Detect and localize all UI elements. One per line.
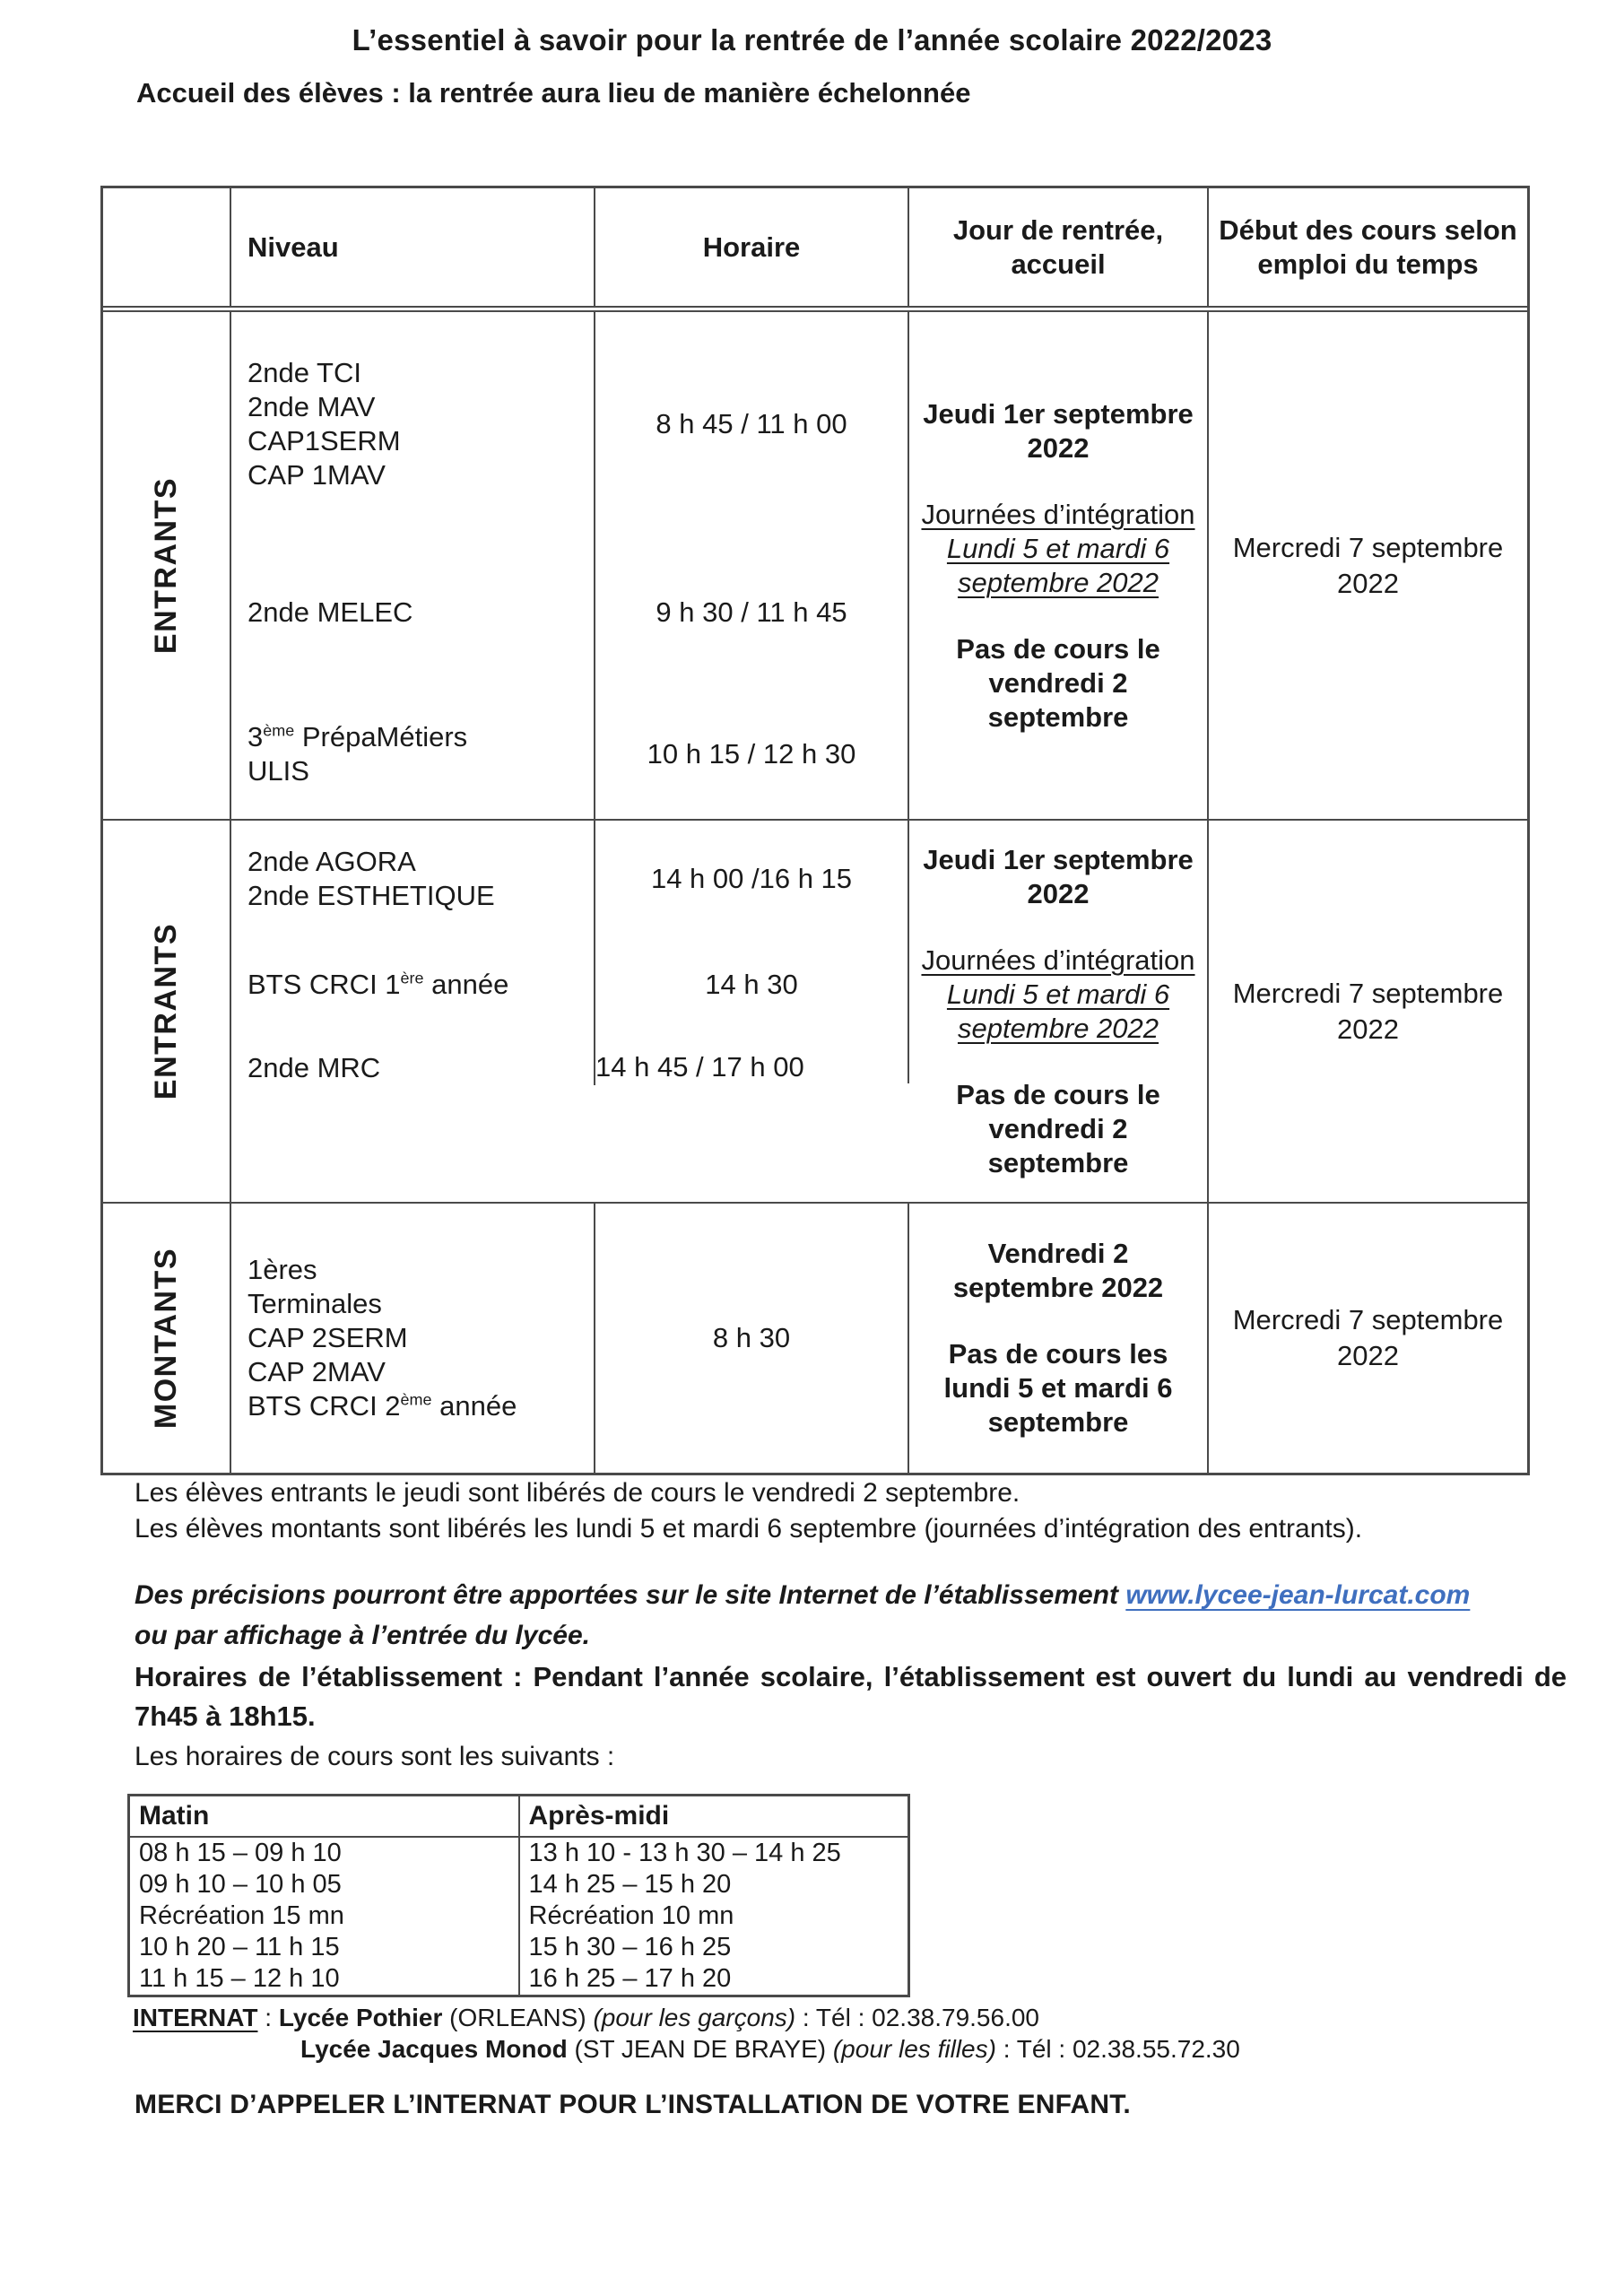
niveau-horaire-cells [231,821,909,1202]
internat-text: : Tél : 02.38.55.72.30 [995,2035,1240,2063]
schedule-cell: 09 h 10 – 10 h 05 [129,1869,519,1900]
table-section-montants-3 [103,1202,1527,1473]
niveau-line: CAP 2MAV [248,1356,386,1387]
precisions-text-line2: ou par affichage à l’entrée du lycée. [135,1621,590,1650]
niveau-line: CAP1SERM [248,425,401,457]
jour-text: Journées d’intégration [921,498,1195,530]
class-row [231,821,909,937]
jour-rentree-cell [909,1204,1209,1473]
jour-text: Pas de cours le vendredi 2 septembre [956,632,1160,733]
group-cell [103,312,231,819]
internat-line-2-content [300,2035,1240,2063]
table-section-entrants-1 [103,312,1527,819]
schedule-table [127,1794,910,1997]
jour-text: Pas de cours les lundi 5 et mardi 6 septembre [943,1338,1173,1438]
class-row [231,689,909,819]
internat-text: Lycée Pothier [278,2004,443,2031]
niveau-line: CAP 2SERM [248,1322,408,1353]
schedule-cell: Récréation 15 mn [129,1900,519,1932]
niveau-line: 3ème PrépaMétiers [248,720,468,752]
horaire-cell: 14 h 45 / 17 h 00 [595,1031,909,1083]
schedule-row [129,1869,909,1900]
internat-label: INTERNAT [133,2004,258,2031]
schedule-cell: 13 h 10 - 13 h 30 – 14 h 25 [528,1839,841,1867]
group-label: MONTANTS [149,1247,183,1430]
merci-note: MERCI D’APPELER L’INTERNAT POUR L’INSTALLATION DE VOTRE ENFANT. [135,2090,1131,2119]
internat-separator: : [257,2004,279,2031]
horaire-cell: 8 h 45 / 11 h 00 [595,312,909,536]
class-row [231,312,909,536]
niveau-cell [231,689,595,819]
niveau-cell [231,937,595,1031]
niveau-cell [231,312,595,536]
schedule-row [129,1963,909,1996]
internat-text: : Tél : 02.38.79.56.00 [795,2004,1039,2031]
niveau-horaire-cells [231,1204,909,1473]
class-row [231,1204,909,1473]
note-entrants: Les élèves entrants le jeudi sont libérés de cours le vendredi 2 septembre. [135,1478,1020,1508]
class-row [231,536,909,689]
internat-text: (ORLEANS) [442,2004,594,2031]
debut-cours-cell: Mercredi 7 septembre 2022 [1232,1304,1504,1371]
internat-text: (pour les garçons) [593,2004,796,2031]
header-niveau: Niveau [231,188,595,306]
page-title: L’essentiel à savoir pour la rentrée de l’année scolaire 2022/2023 [352,23,1272,57]
main-table-sections [103,310,1527,1473]
group-cell [103,821,231,1202]
internat-block [133,2002,1240,2065]
niveau-line: 1ères [248,1254,317,1285]
header-group-empty-cell [103,188,231,306]
niveau-cell [231,1204,595,1473]
jour-text: Jeudi 1er septembre 2022 [923,843,1194,909]
group-label: ENTRANTS [149,476,183,655]
schedule-cell: 08 h 15 – 09 h 10 [129,1837,519,1869]
horaires-etablissement: Horaires de l’établissement : Pendant l’année scolaire, l’établissement est ouvert du lundi au vendredi de 7h45 à 18h15. [135,1661,1567,1732]
class-row [231,937,909,1031]
horaire-cell: 10 h 15 / 12 h 30 [595,689,909,819]
niveau-line: Terminales [248,1288,382,1319]
niveau-line: 2nde MELEC [248,596,413,628]
niveau-line: 2nde ESTHETIQUE [248,880,495,911]
niveau-line: CAP 1MAV [248,459,386,491]
header-jour-rentree: Jour de rentrée, accueil [909,188,1209,306]
jour-text: Journées d’intégration [921,944,1195,976]
schedule-cell: 14 h 25 – 15 h 20 [528,1870,732,1899]
horaire-cell: 9 h 30 / 11 h 45 [595,536,909,689]
niveau-horaire-cells [231,312,909,819]
header-horaire: Horaire [595,188,909,306]
niveau-cell [231,536,595,689]
schedule-header-apres-midi: Après-midi [519,1796,909,1838]
jour-text: Pas de cours le vendredi 2 septembre [956,1078,1160,1178]
schedule-cell: 10 h 20 – 11 h 15 [129,1932,519,1963]
schedule-row [129,1932,909,1963]
internat-text: (pour les filles) [832,2035,996,2063]
jour-rentree-cell [909,312,1209,819]
class-row [231,1031,909,1202]
jour-rentree-cell [909,821,1209,1202]
internat-text: Lycée Jacques Monod [300,2035,568,2063]
precisions-text-line1: Des précisions pourront être apportées sur le site Internet de l’établissement [135,1580,1126,1610]
schedule-cell: 16 h 25 – 17 h 20 [528,1964,732,1993]
niveau-line: BTS CRCI 1ère année [248,968,509,1000]
jour-text: Lundi 5 et mardi 6 septembre 2022 [946,978,1170,1044]
precisions-paragraph [135,1575,1605,1656]
website-link[interactable]: www.lycee-jean-lurcat.com [1125,1580,1471,1610]
jour-text: Vendredi 2 septembre 2022 [952,1238,1164,1303]
niveau-line: BTS CRCI 2ème année [248,1390,517,1422]
horaire-cell: 14 h 00 /16 h 15 [595,821,909,937]
jour-text: Jeudi 1er septembre 2022 [923,397,1194,464]
niveau-cell [231,1031,595,1085]
note-montants: Les élèves montants sont libérés les lundi 5 et mardi 6 septembre (journées d’intégration des entrants). [135,1514,1363,1544]
group-label: ENTRANTS [149,922,183,1100]
niveau-line: 2nde AGORA [248,846,416,877]
horaire-cell: 14 h 30 [595,937,909,1031]
schedule-row [129,1900,909,1932]
table-section-entrants-2 [103,819,1527,1202]
rentree-table [100,186,1530,1475]
page-subtitle: Accueil des élèves : la rentrée aura lieu de manière échelonnée [136,77,971,109]
schedule-cell: 11 h 15 – 12 h 10 [129,1963,519,1996]
debut-cours-cell: Mercredi 7 septembre 2022 [1232,977,1504,1045]
debut-cours-cell: Mercredi 7 septembre 2022 [1232,531,1504,599]
niveau-line: 2nde MAV [248,391,376,422]
schedule-table-body [129,1837,909,1996]
niveau-cell [231,821,595,937]
schedule-header-row [129,1796,909,1838]
niveau-line: 2nde TCI [248,357,361,388]
internat-line-2 [133,2033,1240,2065]
group-cell [103,1204,231,1473]
schedule-cell: Récréation 10 mn [528,1901,734,1930]
internat-text: (ST JEAN DE BRAYE) [567,2035,833,2063]
schedule-intro: Les horaires de cours sont les suivants : [135,1742,615,1771]
schedule-row [129,1837,909,1869]
internat-line-1 [133,2002,1240,2033]
notes-block [135,1475,1569,1547]
internat-line-1-content [279,2004,1039,2031]
schedule-table-head [129,1796,909,1838]
header-debut-cours: Début des cours selon emploi du temps [1219,213,1517,280]
niveau-line: 2nde MRC [248,1052,381,1083]
jour-text: Lundi 5 et mardi 6 septembre 2022 [946,532,1170,598]
niveau-line: ULIS [248,754,309,787]
schedule-cell: 15 h 30 – 16 h 25 [528,1933,732,1961]
rentree-table-header-row [103,188,1527,308]
schedule-header-matin: Matin [129,1796,519,1838]
horaire-cell: 8 h 30 [595,1204,909,1473]
